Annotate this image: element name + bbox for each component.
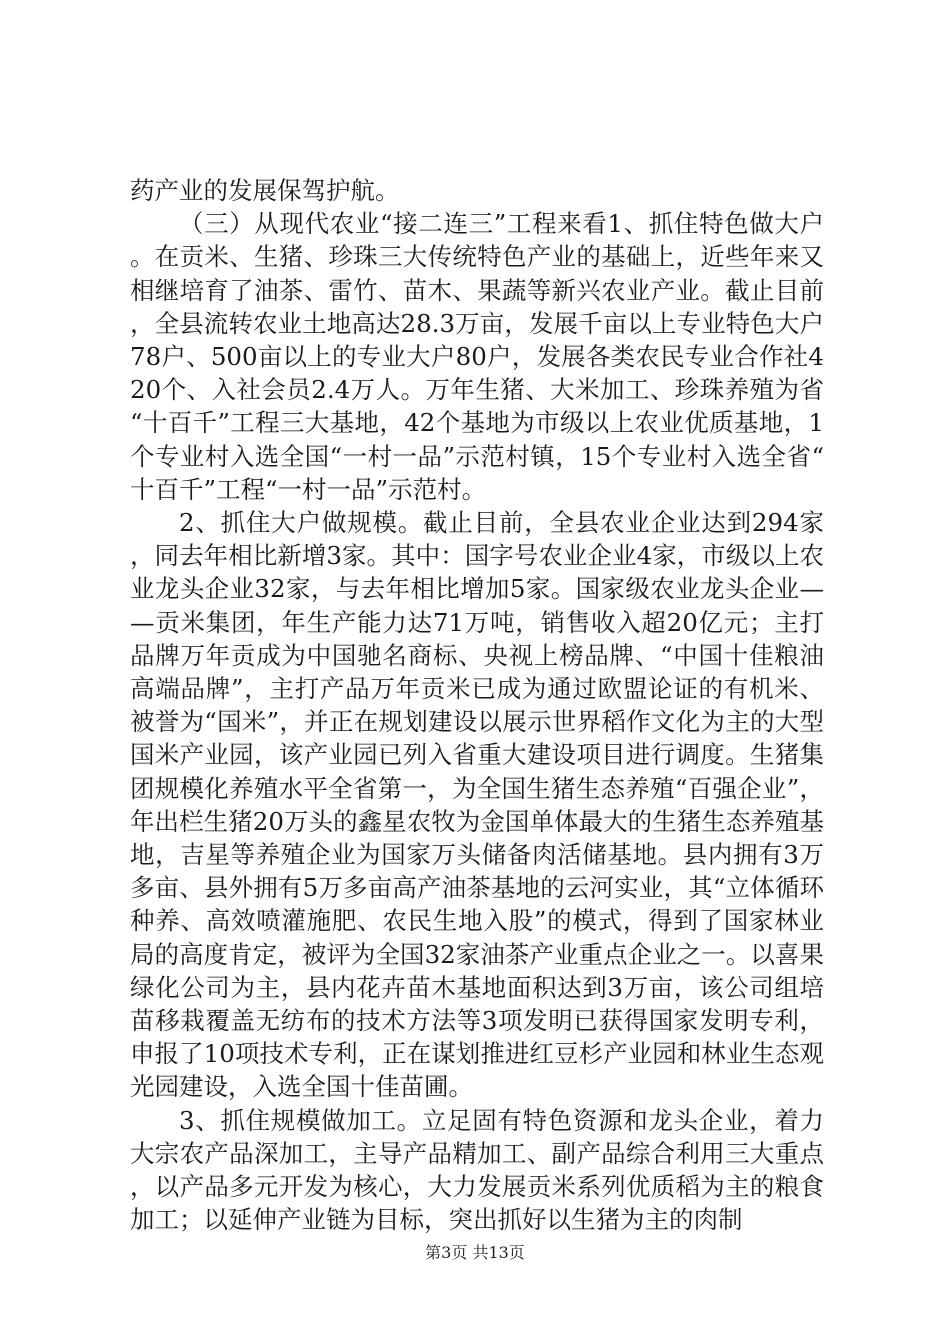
paragraph-continuation: 药产业的发展保驾护航。 — [130, 176, 400, 205]
document-body — [130, 174, 824, 1237]
paragraph-processing: 3、抓住规模做加工。立足固有特色资源和龙头企业，着力大宗农产品深加工，主导产品精加工、副产品综合利用三大重点，以产品多元开发为核心，大力发展贡米系列优质稻为主的粮食加工；以延伸产业链为目标，突出抓好以生猪为主的肉制 — [130, 1105, 824, 1235]
paragraph-section-three: （三）从现代农业“接二连三”工程来看1、抓住特色做大户。在贡米、生猪、珍珠三大传统特色产业的基础上，近些年来又相继培育了油茶、雷竹、苗木、果蔬等新兴农业产业。截止目前，全县流转农业土地高达28.3万亩，发展千亩以上专业特色大户78户、500亩以上的专业大户80户，发展各类农民专业合作社420个、入社会员2.4万人。万年生猪、大米加工、珍珠养殖为省“十百千”工程三大基地，42个基地为市级以上农业优质基地，1个专业村入选全国“一村一品”示范村镇，15个专业村入选全省“十百千”工程“一村一品”示范村。 — [130, 209, 824, 504]
page-footer: 第3页 共13页 — [425, 1243, 525, 1262]
paragraph-scale: 2、抓住大户做规模。截止目前，全县农业企业达到294家，同去年相比新增3家。其中：国字号农业企业4家，市级以上农业龙头企业32家，与去年相比增加5家。国家级农业龙头企业——贡米集团，年生产能力达71万吨，销售收入超20亿元；主打品牌万年贡成为中国驰名商标、央视上榜品牌、“中国十佳粮油高端品牌”，主打产品万年贡米已成为通过欧盟论证的有机米、被誉为“国米”，并正在规划建设以展示世界稻作文化为主的大型国米产业园，该产业园已列入省重大建设项目进行调度。生猪集团规模化养殖水平全省第一，为全国生猪生态养殖“百强企业”，年出栏生猪20万头的鑫星农牧为金国单体最大的生猪生态养殖基地，吉星等养殖企业为国家万头储备肉活储基地。县内拥有3万多亩、县外拥有5万多亩高产油茶基地的云河实业，其“立体循环种养、高效喷灌施肥、农民生地入股”的模式，得到了国家林业局的高度肯定，被评为全国32家油茶产业重点企业之一。以喜果绿化公司为主，县内花卉苗木基地面积达到3万亩，该公司组培苗移栽覆盖无纺布的技术方法等3项发明已获得国家发明专利，申报了10项技术专利，正在谋划推进红豆杉产业园和林业生态观光园建设，入选全国十佳苗圃。 — [130, 508, 824, 1102]
